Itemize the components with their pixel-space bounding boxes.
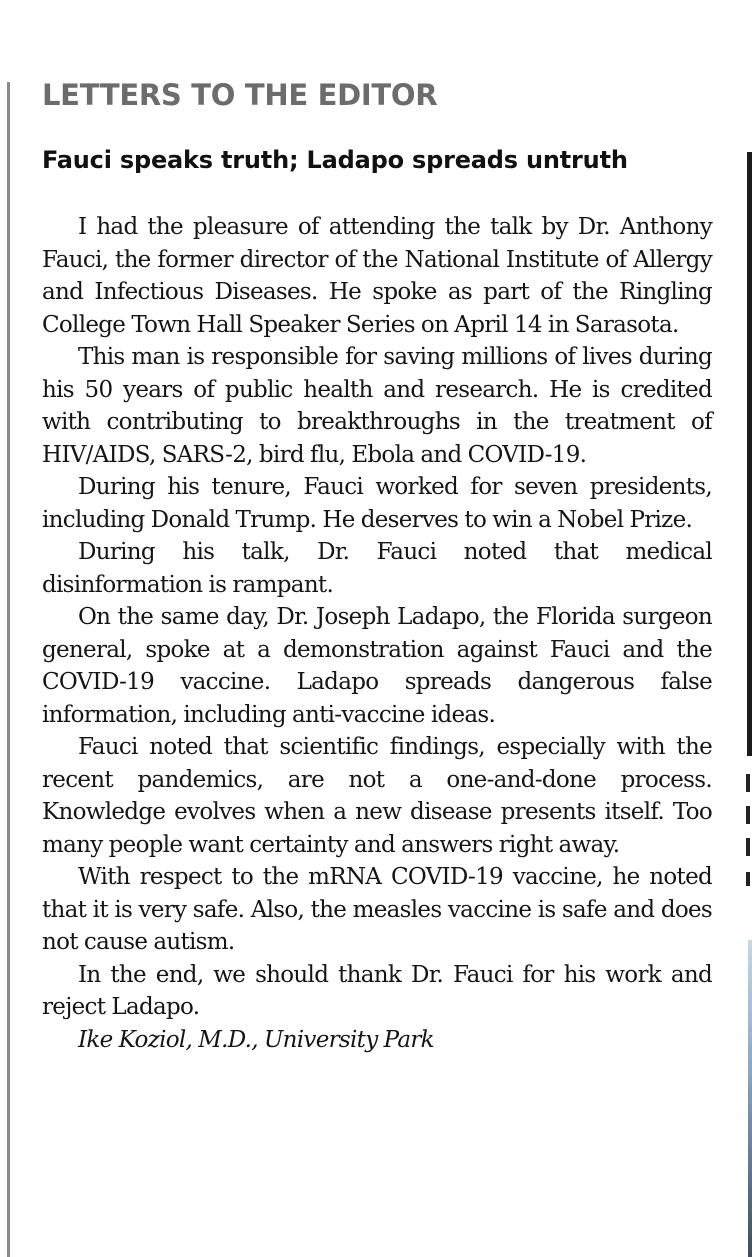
adjacent-column-photo: [748, 940, 752, 1257]
adjacent-column-photo: [747, 152, 752, 756]
adjacent-column-text-fragment: [746, 774, 750, 792]
letter-paragraph: During his talk, Dr. Fauci noted that medical disinformation is rampant.: [42, 539, 712, 598]
letter-paragraph: On the same day, Dr. Joseph Ladapo, the Florida surgeon general, spoke at a demonstration against Fauci and the COVID-19 vaccine. Ladapo spreads dangerous false information, including anti-vaccine ideas.: [42, 604, 712, 728]
letter-paragraph: During his tenure, Fauci worked for seven presidents, including Donald Trump. He deserves to win a Nobel Prize.: [42, 474, 712, 533]
adjacent-column-text-fragment: [746, 806, 750, 824]
adjacent-column-text-fragment: [746, 838, 750, 856]
letter-paragraph: I had the pleasure of attending the talk by Dr. Anthony Fauci, the former director of the National Institute of Allergy and Infectious Diseases. He spoke as part of the Ringling College Town Hall Speaker Series on April 14 in Sarasota.: [42, 214, 712, 338]
letter-paragraph: With respect to the mRNA COVID-19 vaccine, he noted that it is very safe. Also, the measles vaccine is safe and does not cause autism.: [42, 864, 712, 955]
letter-paragraph: This man is responsible for saving millions of lives during his 50 years of public health and research. He is credited with contributing to breakthroughs in the treatment of HIV/AIDS, SARS-2, bird flu, Ebola and COVID-19.: [42, 344, 712, 468]
letter-headline: Fauci speaks truth; Ladapo spreads untruth: [42, 146, 628, 174]
section-label: LETTERS TO THE EDITOR: [42, 78, 438, 112]
letter-signature: Ike Koziol, M.D., University Park: [78, 1026, 434, 1053]
adjacent-column-text-fragment: [746, 872, 750, 886]
column-rule: [7, 82, 10, 1257]
letter-paragraph: In the end, we should thank Dr. Fauci for his work and reject Ladapo.: [42, 961, 712, 1020]
letter-body: [42, 211, 712, 1056]
letter-paragraph: Fauci noted that scientific findings, especially with the recent pandemics, are not a one-and-done process. Knowledge evolves when a new disease presents itself. Too many people want certainty and answers right away.: [42, 734, 712, 858]
